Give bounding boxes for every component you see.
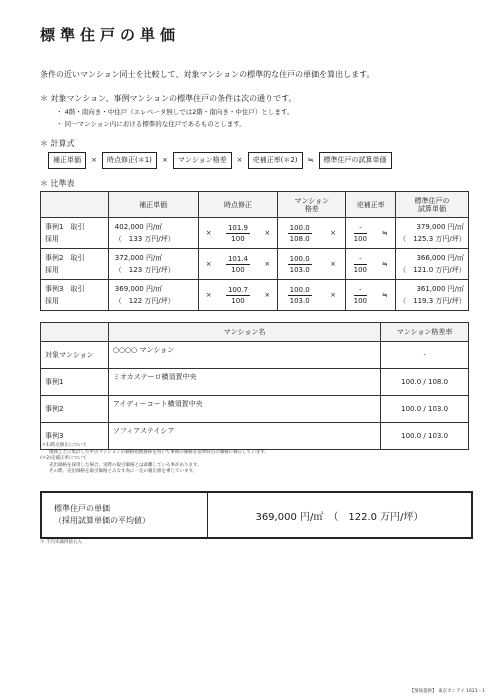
- fraction-numerator: 101.9: [227, 223, 248, 232]
- fraction-denominator: 100: [353, 296, 368, 305]
- header-cell: マンション格差率: [381, 323, 469, 342]
- header-cell: 時点修正: [198, 192, 278, 218]
- price-tsubo: （ 133 万円/坪）: [114, 235, 175, 243]
- fraction-denominator: 100: [353, 265, 368, 274]
- mansion-label: 対象マンション: [41, 342, 109, 369]
- times-sign: ×: [205, 229, 212, 237]
- formula-operator: ×: [161, 156, 168, 164]
- fraction-numerator: 100.7: [227, 285, 248, 294]
- formula-heading: ＊ 計算式: [40, 139, 75, 148]
- times-sign: ×: [205, 291, 212, 299]
- fraction-numerator: 100.0: [289, 254, 310, 263]
- summary-box: [40, 491, 473, 539]
- time-fraction: [226, 285, 250, 306]
- result-value: 366,000 円/㎡: [416, 254, 464, 262]
- row-label: 事例3 取引: [45, 285, 85, 293]
- fraction-numerator: 101.4: [227, 254, 248, 263]
- row-label-sub: 採用: [45, 297, 59, 305]
- header-cell: [41, 192, 109, 218]
- table-row: [41, 342, 469, 369]
- gap-fraction: [288, 223, 312, 244]
- formula: [48, 152, 392, 168]
- mansion-name: ミオカステーロ横須賀中央: [108, 369, 380, 396]
- table-row: [41, 249, 469, 280]
- summary-label-main: 標準住戸の単価: [54, 504, 110, 513]
- price-value: 369,000 円/㎡: [114, 285, 163, 293]
- comparison-table: [40, 191, 469, 311]
- fraction-numerator: -: [354, 254, 367, 265]
- note-line: 売出価格を採用した場合、実際の取引価格とは乖離している事があります。: [40, 462, 202, 468]
- note-line: その際、売出価格を取引価格とみなす為に一定の補正値を乗じています。: [40, 469, 198, 474]
- times-sign: ×: [330, 260, 336, 268]
- mansion-name: ソフィアステイシア: [108, 423, 380, 450]
- page-footer: 【情報提供】 東京カンテイ 1621 - 1: [409, 689, 485, 694]
- formula-term: 補正単価: [48, 152, 86, 169]
- approx-sign: ≒: [381, 291, 388, 299]
- fraction-denominator: 103.0: [289, 296, 310, 305]
- formula-operator: ≒: [307, 156, 314, 164]
- row-label: 事例1 取引: [45, 223, 85, 231]
- fraction-denominator: 100: [231, 234, 245, 243]
- summary-label-sub: （採用試算単価の平均値）: [54, 516, 150, 525]
- gap-fraction: [288, 285, 312, 306]
- footnote: ＊ 千円未満四捨五入: [40, 540, 82, 545]
- price-tsubo: （ 123 万円/坪）: [114, 266, 175, 274]
- conditions-heading: ＊ 対象マンション、事例マンションの標準住戸の条件は次の通りです。: [40, 94, 297, 103]
- result-tsubo: （ 119.3 万円/坪）: [399, 297, 466, 305]
- formula-term: 売補正率(＊2): [248, 152, 303, 169]
- mansion-label: 事例2: [41, 396, 109, 423]
- mansion-name: アイディーコート横須賀中央: [108, 396, 380, 423]
- intro-text: 条件の近いマンション同士を比較して、対象マンションの標準的な住戸の単価を算出します。: [40, 70, 375, 79]
- sell-fraction: [354, 254, 367, 275]
- header-cell: 標準住戸の 試算単価: [396, 192, 469, 218]
- mansion-rate: 100.0 / 103.0: [381, 423, 469, 450]
- fraction-denominator: 108.0: [289, 234, 310, 243]
- gap-fraction: [288, 254, 312, 275]
- price-value: 372,000 円/㎡: [114, 254, 163, 262]
- table-row: [41, 369, 469, 396]
- header-cell: [41, 323, 109, 342]
- header-cell: マンション 格差: [278, 192, 346, 218]
- time-fraction: [226, 254, 250, 275]
- result-value: 379,000 円/㎡: [416, 223, 464, 231]
- header-cell: 補正単価: [108, 192, 198, 218]
- mansion-label: 事例1: [41, 369, 109, 396]
- table-row: [41, 396, 469, 423]
- times-sign: ×: [205, 260, 212, 268]
- header-cell: 売補正率: [346, 192, 396, 218]
- note-line: 地域ごとに集計した中古マンションの価格指数推移を用いて事例の価格を基準時点の価格に修正しています。: [40, 449, 269, 455]
- result-tsubo: （ 121.0 万円/坪）: [399, 266, 466, 274]
- fraction-numerator: 100.0: [289, 285, 310, 294]
- row-label-sub: 採用: [45, 235, 59, 243]
- comparison-header-row: [41, 192, 469, 218]
- fraction-numerator: -: [354, 223, 367, 234]
- page-title: 標準住戸の単価: [40, 26, 181, 44]
- row-label-sub: 採用: [45, 266, 59, 274]
- fraction-denominator: 100: [231, 296, 245, 305]
- table-row: [41, 218, 469, 249]
- condition-bullet: ・ 4階・南向き・中住戸（エレベータ無しでは2階・南向き・中住戸）とします。: [56, 108, 294, 116]
- result-tsubo: （ 125.3 万円/坪）: [399, 235, 466, 243]
- times-sign: ×: [264, 291, 271, 299]
- times-sign: ×: [264, 229, 271, 237]
- note-line: (＊1)時点修正について: [40, 443, 87, 448]
- header-cell: マンション名: [108, 323, 380, 342]
- approx-sign: ≒: [381, 260, 388, 268]
- fraction-numerator: -: [354, 285, 367, 296]
- mansion-label: 事例3: [41, 423, 109, 450]
- table-row: [41, 280, 469, 311]
- mansion-rate: 100.0 / 108.0: [381, 369, 469, 396]
- fraction-denominator: 100: [231, 265, 245, 274]
- summary-label: [42, 493, 208, 537]
- summary-value: 369,000 円/㎡ （ 122.0 万円/坪）: [255, 511, 424, 523]
- fraction-denominator: 103.0: [289, 265, 310, 274]
- mansion-rate: -: [381, 342, 469, 369]
- sell-fraction: [354, 285, 367, 306]
- notes: [40, 443, 269, 476]
- approx-sign: ≒: [381, 229, 388, 237]
- times-sign: ×: [330, 229, 336, 237]
- formula-operator: ×: [236, 156, 243, 164]
- condition-bullet: ・ 同一マンション内における標準的な住戸であるものとします。: [56, 120, 246, 128]
- mansion-rate: 100.0 / 103.0: [381, 396, 469, 423]
- times-sign: ×: [330, 291, 336, 299]
- result-value: 361,000 円/㎡: [416, 285, 464, 293]
- mansion-name: ○○○○ マンション: [108, 342, 380, 369]
- fraction-denominator: 100: [353, 234, 368, 243]
- formula-term: マンション格差: [173, 152, 232, 169]
- price-value: 402,000 円/㎡: [114, 223, 163, 231]
- fraction-numerator: 100.0: [289, 223, 310, 232]
- formula-operator: ×: [91, 156, 97, 164]
- note-line: (＊2)売補正率について: [40, 456, 87, 461]
- mansion-table: [40, 322, 469, 450]
- mansion-header-row: [41, 323, 469, 342]
- times-sign: ×: [264, 260, 271, 268]
- comparison-heading: ＊ 比準表: [40, 179, 75, 188]
- price-tsubo: （ 122 万円/坪）: [114, 297, 175, 305]
- row-label: 事例2 取引: [45, 254, 85, 262]
- time-fraction: [226, 223, 250, 244]
- formula-term: 時点修正(＊1): [102, 152, 157, 169]
- formula-term: 標準住戸の試算単価: [319, 152, 392, 169]
- sell-fraction: [354, 223, 367, 244]
